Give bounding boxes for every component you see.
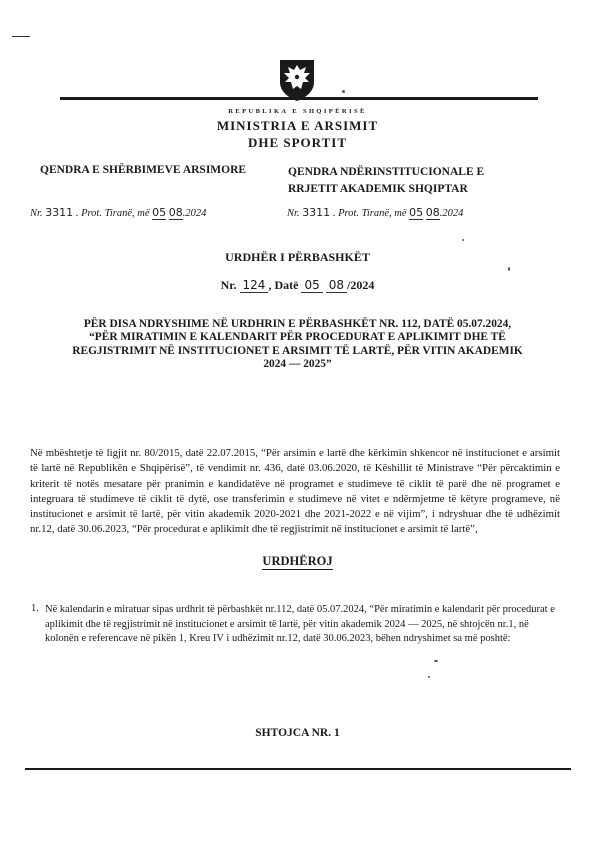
annex-rule: [25, 768, 571, 770]
center-right-line-2: RRJETIT AKADEMIK SHQIPTAR: [288, 183, 468, 195]
center-left-name: QENDRA E SHËRBIMEVE ARSIMORE: [40, 164, 247, 176]
scan-mark: [12, 36, 30, 37]
protocol-left-month: 08: [168, 206, 183, 219]
heading-line-4: 2024 — 2025”: [263, 358, 332, 371]
legal-basis-paragraph: Në mbështetje të ligjit nr. 80/2015, datë 22.07.2015, “Për arsimin e lartë dhe kërkimin shkencor në institucionet e arsimit të lartë në Republikën e Shqipërisë”, të vendimit nr. 436, datë 03.06.2020, të Këshillit të Ministrave “Për përcaktimin e kriterit të notës mesatare për pranimin e kandidatëve në programet e studimeve të ciklit të parë dhe në programet e integruara të studimeve të ciklit të dytë, ose transferimin e studimeve në vitet e ndërmjetme të këtyre programeve, në institucionet e arsimit të lartë, për vitin akademik 2020-2021 dhe 2021-2022 e në vijim”, i ndryshuar dhe të udhëzimit nr.12, datë 30.06.2023, “Për procedurat e aplikimit dhe të regjistrimit në institucionet e arsimit të lartë”,: [30, 447, 560, 536]
protocol-left: [30, 206, 206, 219]
center-right-line-1: QENDRA NDËRINSTITUCIONALE E: [288, 166, 485, 178]
republic-name: REPUBLIKA E SHQIPËRISË: [228, 108, 367, 115]
order-date-label: , Datë: [268, 278, 299, 292]
order-date-month: 08: [326, 278, 347, 293]
albanian-eagle-emblem-icon: [274, 56, 320, 102]
ministry-line-2: DHE SPORTIT: [247, 135, 348, 150]
protocol-left-middle: . Prot. Tiranë, më: [75, 208, 150, 219]
protocol-right-prefix: Nr.: [287, 208, 300, 219]
protocol-right-middle: . Prot. Tiranë, më: [332, 208, 407, 219]
order-number-line: [0, 278, 595, 293]
protocol-right-year: .2024: [439, 208, 464, 219]
protocol-right-number: 3311: [302, 206, 331, 219]
annex-heading: SHTOJCA NR. 1: [255, 727, 340, 739]
center-right-name: [288, 164, 484, 198]
order-date-day: 05: [301, 278, 322, 293]
protocol-left-year: .2024: [182, 208, 207, 219]
scan-speck: [342, 90, 345, 93]
item-number: 1.: [31, 603, 39, 614]
protocol-left-prefix: Nr.: [30, 208, 43, 219]
protocol-right-month: 08: [425, 206, 440, 219]
heading-line-2: “PËR MIRATIMIN E KALENDARIT PËR PROCEDURAT E APLIKIMIT DHE TË: [89, 331, 506, 344]
protocol-left-day: 05: [152, 206, 167, 219]
decree-word: URDHËROJ: [262, 554, 333, 568]
order-title: URDHËR I PËRBASHKËT: [225, 250, 370, 264]
heading-line-1: PËR DISA NDRYSHIME NË URDHRIN E PËRBASHKËT NR. 112, DATË 05.07.2024,: [83, 318, 512, 330]
order-date-year: /2024: [347, 278, 375, 292]
decree-heading: [0, 554, 595, 569]
ministry-name: [0, 117, 595, 151]
scan-speck: [462, 239, 464, 241]
ministry-line-1: MINISTRIA E ARSIMIT: [216, 118, 379, 133]
scan-speck: [428, 676, 430, 678]
protocol-right-day: 05: [409, 206, 424, 219]
scan-speck: [434, 660, 438, 662]
item-text: Në kalendarin e miratuar sipas urdhrit të përbashkët nr.112, datë 05.07.2024, “Për miratimin e kalendarit për procedurat e aplikimit dhe të regjistrimit në institucionet e arsimit të lartë, për vitin akademik 2024 — 2025, në shtojcën nr.1, në kolonën e referencave në pikën 1, Kreu IV i udhëzimit nr.12, datë 30.06.2023, bëhen ndryshimet sa më poshtë:: [45, 604, 555, 644]
document-heading: [40, 318, 555, 372]
heading-line-3: REGJISTRIMIT NË INSTITUCIONET E ARSIMIT TË LARTË, PËR VITIN AKADEMIK: [72, 344, 523, 357]
order-nr-label: Nr.: [220, 278, 237, 292]
protocol-right: [287, 206, 463, 219]
protocol-left-number: 3311: [45, 206, 74, 219]
order-nr-value: 124: [240, 278, 269, 293]
header-rule: [60, 97, 538, 100]
scan-speck: [508, 267, 510, 271]
